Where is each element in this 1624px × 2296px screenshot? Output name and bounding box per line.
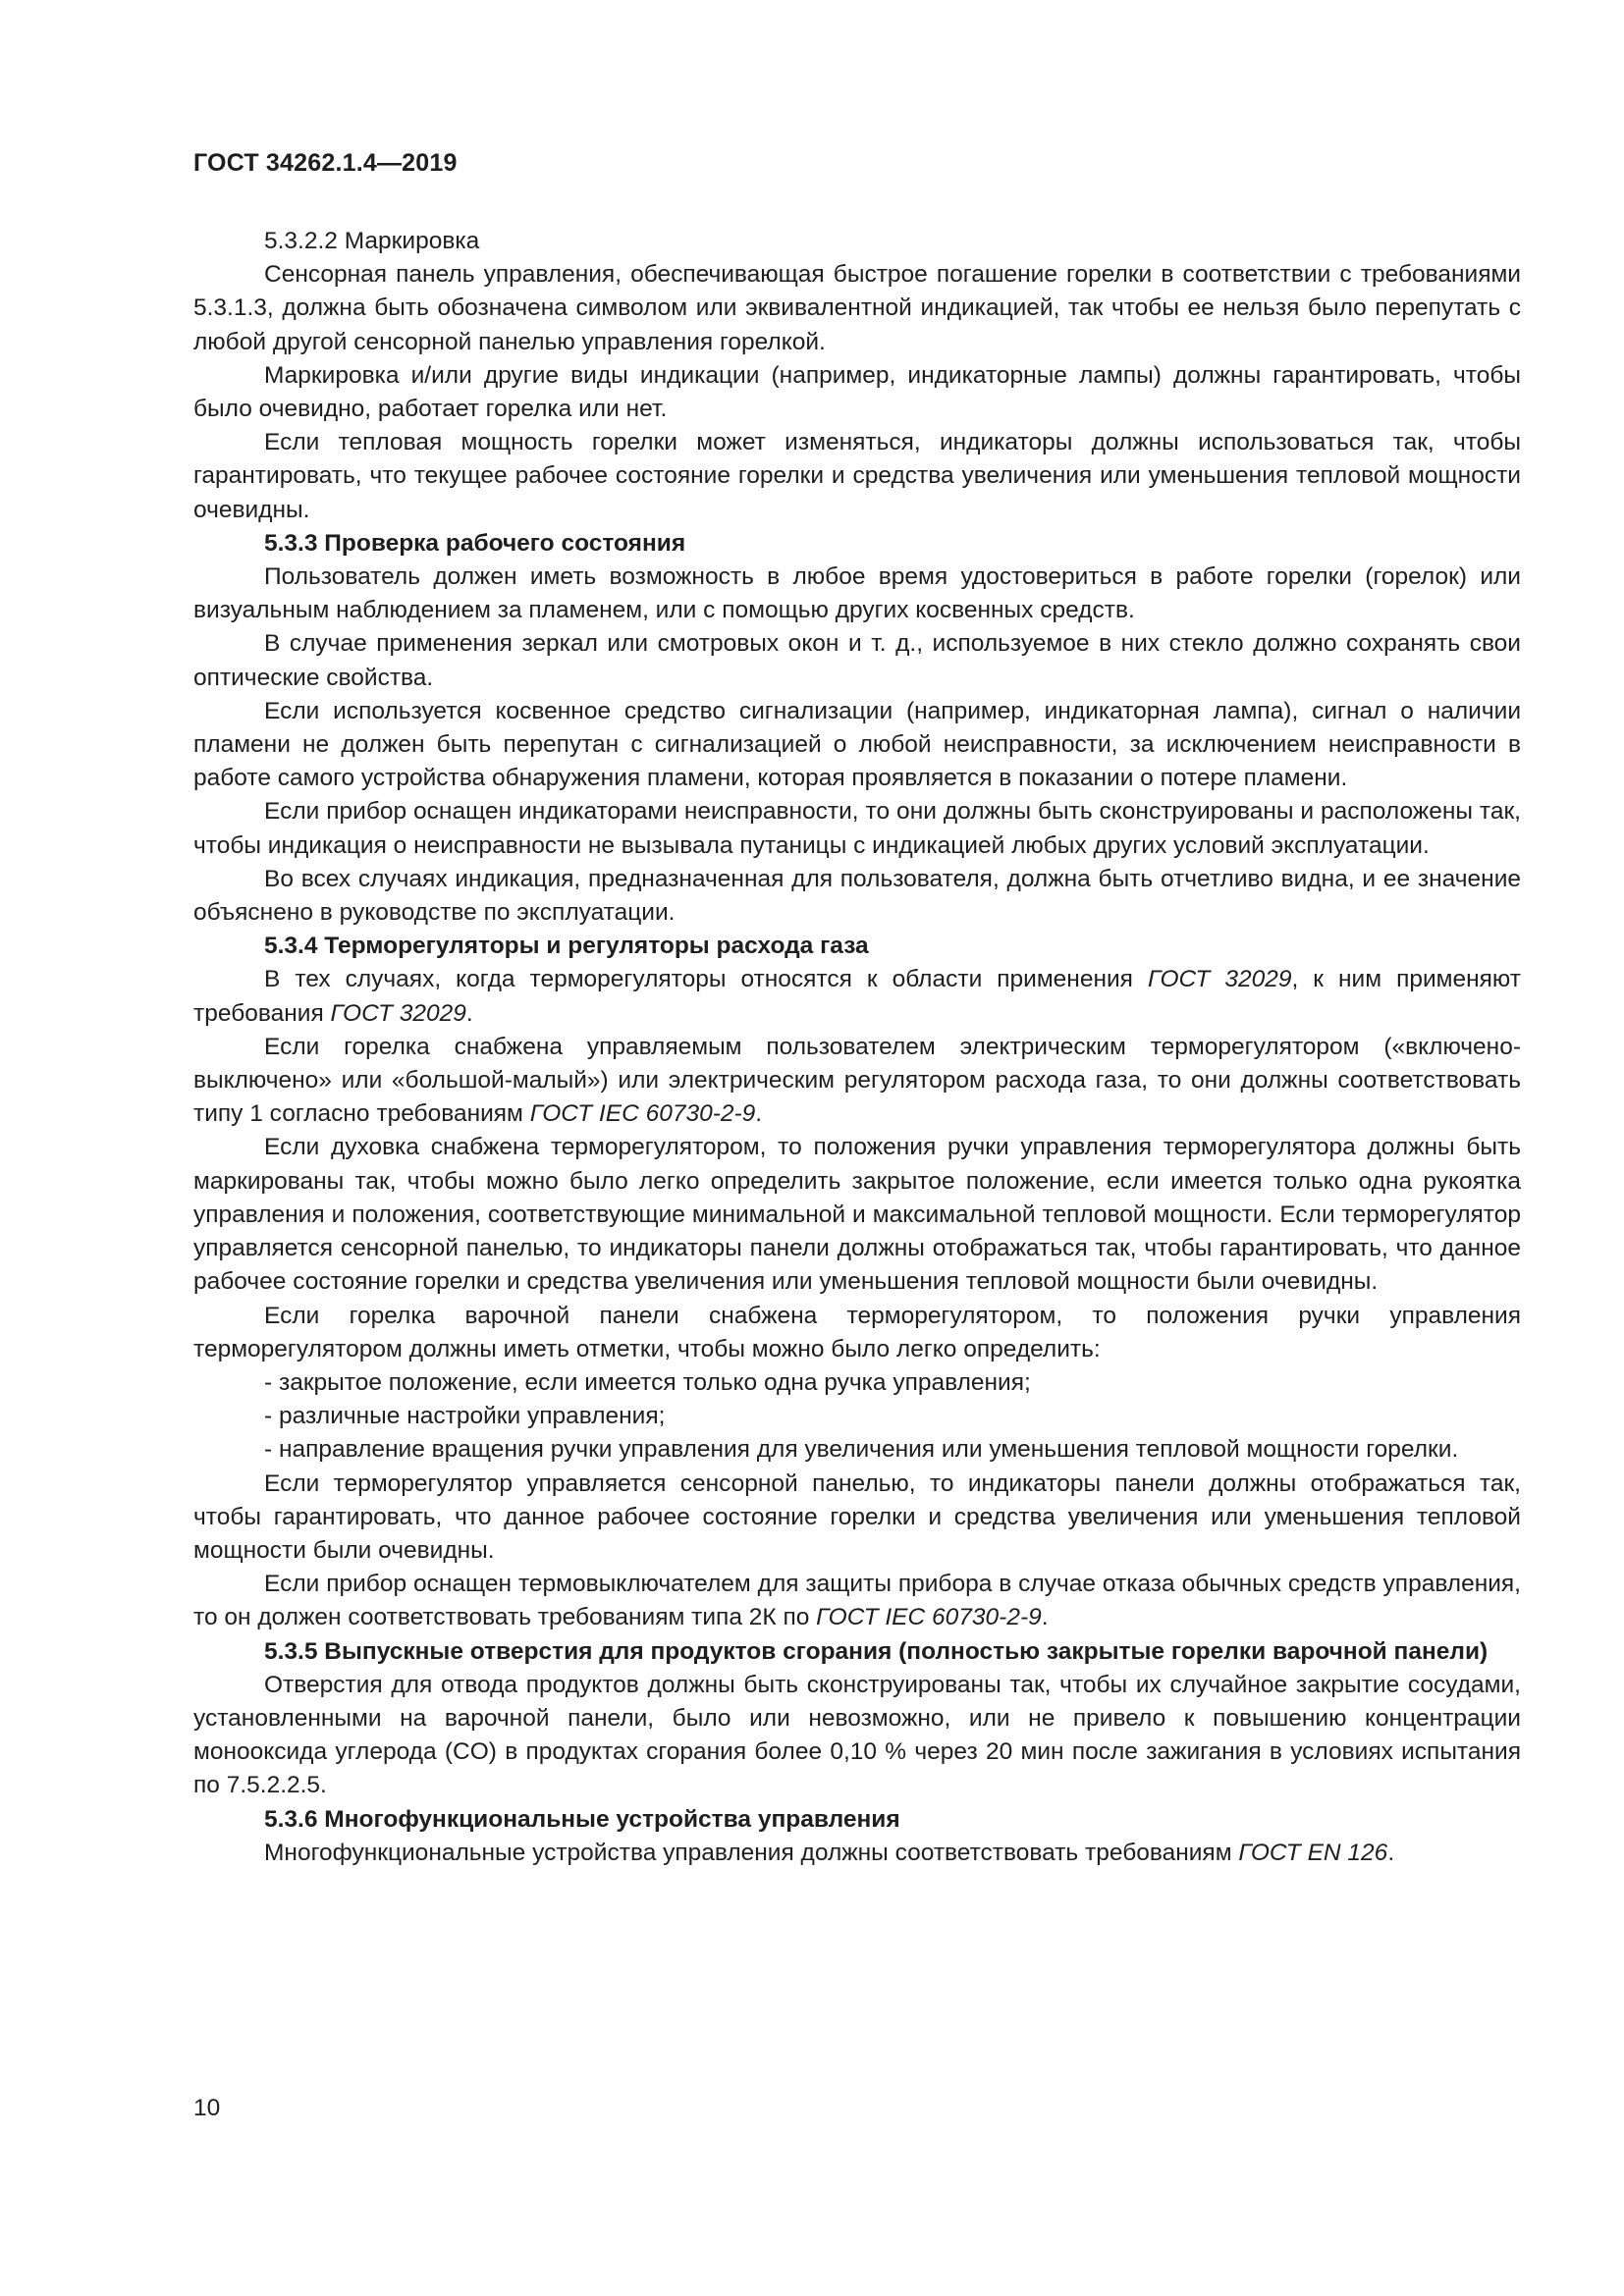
paragraph xyxy=(193,1837,1521,1870)
paragraph xyxy=(193,1468,1521,1569)
standard-reference: ГОСТ 32029 xyxy=(330,999,466,1027)
section-heading xyxy=(193,1803,1521,1837)
section-heading xyxy=(193,527,1521,561)
text-run: Пользователь должен иметь возможность в любое время удостовериться в работе горелки (горелок) или визуальным наблюдением за пламенем, или с помощью других косвенных средств. xyxy=(193,563,1521,624)
paragraph xyxy=(193,1131,1521,1299)
text-run: - направление вращения ручки управления для увеличения или уменьшения тепловой мощности горелки. xyxy=(264,1436,1459,1464)
paragraph xyxy=(193,795,1521,862)
paragraph xyxy=(193,1300,1521,1366)
paragraph xyxy=(193,1031,1521,1132)
text-run: - закрытое положение, если имеется только одна ручка управления; xyxy=(264,1368,1031,1396)
text-run: Многофункциональные устройства управления должны соответствовать требованиям xyxy=(264,1839,1239,1866)
text-run: . xyxy=(465,999,473,1027)
standard-reference: ГОСТ 32029 xyxy=(1147,966,1292,993)
paragraph xyxy=(193,225,1521,258)
text-run: Маркировка и/или другие виды индикации (например, индикаторные лампы) должны гарантировать, чтобы было очевидно, работает горелка или нет. xyxy=(193,361,1521,423)
paragraph xyxy=(193,1568,1521,1634)
document-body xyxy=(193,225,1521,1870)
section-heading xyxy=(193,930,1521,963)
text-run: Если прибор оснащен термовыключателем для защиты прибора в случае отказа обычных средств управления, то он должен соответствовать требованиям типа 2К по xyxy=(193,1571,1521,1631)
text-run: Во всех случаях индикация, предназначенная для пользователя, должна быть отчетливо видна, и ее значение объяснено в руководстве по эксплуатации. xyxy=(193,865,1521,927)
text-run: Если терморегулятор управляется сенсорной панелью, то индикаторы панели должны отображаться так, чтобы гарантировать, что данное рабочее состояние горелки и средства увеличения или уменьшения тепловой мощности были очевидны. xyxy=(193,1469,1521,1564)
paragraph xyxy=(193,359,1521,426)
list-item xyxy=(193,1366,1521,1400)
text-run: 5.3.3 Проверка рабочего состояния xyxy=(264,529,686,557)
standard-reference: ГОСТ IEC 60730-2-9 xyxy=(529,1100,756,1128)
text-run: , к ним применяют требования xyxy=(193,966,1521,1027)
text-run: Если горелка варочной панели снабжена терморегулятором, то положения ручки управления терморегулятором должны иметь отметки, чтобы можно было легко определить: xyxy=(193,1302,1521,1362)
paragraph xyxy=(193,1669,1521,1803)
text-run: В тех случаях, когда терморегуляторы относятся к области применения xyxy=(264,966,1148,993)
paragraph xyxy=(193,963,1521,1030)
section-heading xyxy=(193,1635,1521,1669)
text-run: 5.3.6 Многофункциональные устройства управления xyxy=(264,1805,900,1833)
text-run: . xyxy=(1387,1839,1395,1866)
text-run: Сенсорная панель управления, обеспечивающая быстрое погашение горелки в соответствии с требованиями 5.3.1.3, должна быть обозначена символом или эквивалентной индикацией, так чтобы ее нельзя было перепутать с любой другой сенсорной панелью управления горелкой. xyxy=(193,261,1521,355)
text-run: Если горелка снабжена управляемым пользователем электрическим терморегулятором («включено-выключено» или «большой-малый») или электрическим регулятором расхода газа, то они должны соответствовать типу 1 согласно требованиям xyxy=(193,1033,1521,1128)
document-header: ГОСТ 34262.1.4—2019 xyxy=(193,149,458,177)
paragraph xyxy=(193,863,1521,930)
list-item xyxy=(193,1400,1521,1433)
text-run: . xyxy=(755,1100,763,1128)
paragraph xyxy=(193,258,1521,359)
text-run: Если прибор оснащен индикаторами неисправности, то они должны быть сконструированы и расположены так, чтобы индикация о неисправности не вызывала путаницы с индикацией любых других условий эксплуатации. xyxy=(193,798,1521,859)
standard-reference: ГОСТ IEC 60730-2-9 xyxy=(816,1604,1042,1631)
paragraph xyxy=(193,627,1521,694)
paragraph xyxy=(193,426,1521,527)
text-run: 5.3.5 Выпускные отверстия для продуктов сгорания (полностью закрытые горелки варочной панели) xyxy=(264,1637,1489,1665)
text-run: - различные настройки управления; xyxy=(264,1403,666,1430)
text-run: В случае применения зеркал или смотровых окон и т. д., используемое в них стекло должно сохранять свои оптические свойства. xyxy=(193,630,1521,691)
text-run: 5.3.2.2 Маркировка xyxy=(264,228,480,254)
paragraph xyxy=(193,695,1521,796)
text-run: Если тепловая мощность горелки может изменяться, индикаторы должны использоваться так, чтобы гарантировать, что текущее рабочее состояние горелки и средства увеличения или уменьшения тепловой мощности очевидны. xyxy=(193,429,1521,523)
paragraph xyxy=(193,561,1521,627)
text-run: 5.3.4 Терморегуляторы и регуляторы расхода газа xyxy=(264,933,869,960)
page-number: 10 xyxy=(193,2095,221,2121)
text-run: . xyxy=(1041,1604,1049,1631)
text-run: Если духовка снабжена терморегулятором, то положения ручки управления терморегулятора должны быть маркированы так, чтобы можно было легко определить закрытое положение, если имеется только одна рукоятка управления и положения, соответствующие минимальной и максимальной тепловой мощности. Если терморегулятор управляется сенсорной панелью, то индикаторы панели должны отображаться так, чтобы гарантировать, что данное рабочее состояние горелки и средства увеличения или уменьшения тепловой мощности были очевидны. xyxy=(193,1134,1521,1296)
standard-reference: ГОСТ EN 126 xyxy=(1238,1839,1388,1866)
list-item xyxy=(193,1433,1521,1467)
text-run: Если используется косвенное средство сигнализации (например, индикаторная лампа), сигнал о наличии пламени не должен быть перепутан с сигнализацией о любой неисправности, за исключением неисправности в работе самого устройства обнаружения пламени, которая проявляется в показании о потере пламени. xyxy=(193,697,1521,792)
text-run: Отверстия для отвода продуктов должны быть сконструированы так, чтобы их случайное закрытие сосудами, установленными на варочной панели, было или невозможно, или не привело к повышению концентрации монооксида углерода (CO) в продуктах сгорания более 0,10 % через 20 мин после зажигания в условиях испытания по 7.5.2.2.5. xyxy=(193,1671,1521,1799)
